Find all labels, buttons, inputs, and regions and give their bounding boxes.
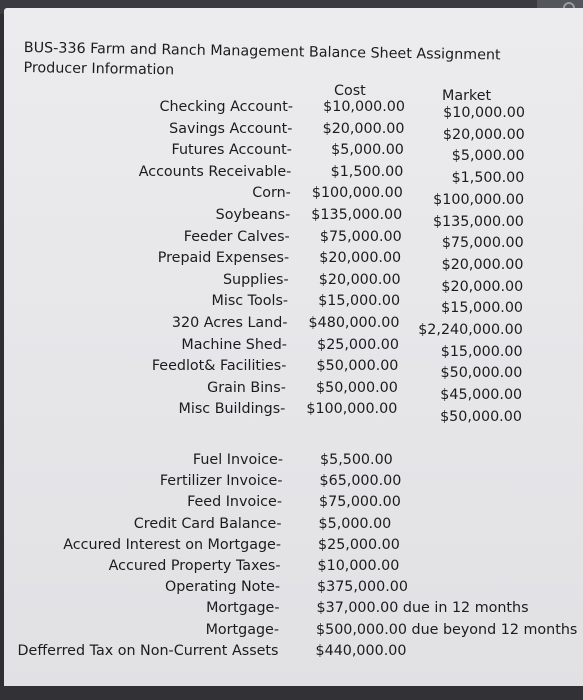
liability-row xyxy=(4,579,583,601)
asset-row xyxy=(4,229,583,251)
asset-row xyxy=(4,401,583,423)
asset-market: $20,000.00 xyxy=(442,126,525,143)
asset-label: Corn- xyxy=(252,185,291,202)
asset-label: Accounts Receivable- xyxy=(138,163,292,180)
asset-cost: $10,000.00 xyxy=(323,99,405,115)
asset-row xyxy=(4,315,583,337)
asset-cost: $480,000.00 xyxy=(308,315,400,331)
asset-cost: $50,000.00 xyxy=(316,379,398,396)
document-sheet xyxy=(4,8,583,688)
asset-label: Misc Tools- xyxy=(211,293,289,310)
asset-label: Misc Buildings- xyxy=(178,401,286,418)
asset-market: $20,000.00 xyxy=(441,256,524,273)
asset-label: Machine Shed- xyxy=(181,336,287,353)
liability-row xyxy=(4,452,583,474)
asset-cost: $135,000.00 xyxy=(311,207,403,223)
asset-cost: $75,000.00 xyxy=(319,228,402,245)
asset-label: Soybeans- xyxy=(215,207,291,223)
asset-market: $15,000.00 xyxy=(441,300,524,317)
liability-label: Mortgage- xyxy=(205,621,279,638)
asset-market: $5,000.00 xyxy=(451,148,525,165)
asset-row xyxy=(4,380,583,402)
liability-label: Fuel Invoice- xyxy=(192,452,283,468)
liability-row xyxy=(4,558,583,580)
asset-cost: $1,500.00 xyxy=(330,163,404,180)
asset-row xyxy=(4,250,583,272)
asset-row xyxy=(4,207,583,229)
liability-label: Credit Card Balance- xyxy=(133,515,282,532)
liability-amount: $375,000.00 xyxy=(317,579,408,596)
asset-cost: $100,000.00 xyxy=(311,185,403,202)
liability-amount: $440,000.00 xyxy=(315,642,407,659)
liability-amount: $5,500.00 xyxy=(320,452,393,468)
liability-row xyxy=(4,494,583,516)
asset-market: $75,000.00 xyxy=(441,235,524,252)
liability-label: Accured Interest on Mortgage- xyxy=(63,536,281,553)
document-subtitle: Producer Information xyxy=(23,59,175,79)
asset-cost: $15,000.00 xyxy=(318,293,401,310)
asset-row xyxy=(4,272,583,294)
liability-row xyxy=(4,643,583,665)
liability-label: Accured Property Taxes- xyxy=(108,558,281,574)
asset-market: $50,000.00 xyxy=(440,408,522,425)
liability-row xyxy=(4,537,583,559)
liability-row xyxy=(4,622,583,644)
liability-amount: $25,000.00 xyxy=(318,536,400,553)
asset-cost: $50,000.00 xyxy=(316,358,399,375)
asset-row xyxy=(4,293,583,315)
liability-row xyxy=(4,473,583,495)
asset-cost: $5,000.00 xyxy=(331,142,404,159)
document-title-block xyxy=(23,38,500,85)
liability-amount: $75,000.00 xyxy=(319,494,401,511)
liability-label: Operating Note- xyxy=(164,579,280,596)
asset-market: $15,000.00 xyxy=(440,343,523,360)
asset-row xyxy=(4,185,583,207)
liability-amount: $10,000.00 xyxy=(317,558,400,574)
asset-market: $2,240,000.00 xyxy=(418,322,523,338)
market-column-header: Market xyxy=(442,88,492,104)
asset-cost: $20,000.00 xyxy=(322,120,405,137)
asset-label: Futures Account- xyxy=(171,142,292,159)
asset-market: $50,000.00 xyxy=(440,365,523,382)
liability-label: Feed Invoice- xyxy=(187,494,282,511)
asset-row xyxy=(4,142,583,164)
liability-label: Mortgage- xyxy=(206,600,280,617)
liability-row xyxy=(4,600,583,622)
asset-label: Grain Bins- xyxy=(207,379,286,396)
asset-cost: $20,000.00 xyxy=(319,250,402,267)
asset-row xyxy=(4,337,583,359)
asset-label: 320 Acres Land- xyxy=(171,315,288,331)
liability-amount: $500,000.00 due beyond 12 months xyxy=(316,621,578,638)
bottom-window-edge xyxy=(0,686,583,700)
asset-row xyxy=(4,121,583,143)
asset-label: Prepaid Expenses- xyxy=(157,250,290,267)
asset-row xyxy=(4,358,583,380)
asset-label: Savings Account- xyxy=(169,120,293,137)
liability-amount: $37,000.00 due in 12 months xyxy=(316,600,529,617)
asset-market: $10,000.00 xyxy=(443,105,525,121)
liability-label: Defferred Tax on Non-Current Assets xyxy=(17,642,279,659)
asset-market: $100,000.00 xyxy=(433,191,525,208)
asset-label: Checking Account- xyxy=(159,99,293,115)
asset-row xyxy=(4,164,583,186)
asset-cost: $25,000.00 xyxy=(317,336,399,353)
asset-cost: $20,000.00 xyxy=(318,271,401,288)
liability-label: Fertilizer Invoice- xyxy=(159,473,283,490)
asset-cost: $100,000.00 xyxy=(306,401,398,418)
asset-market: $135,000.00 xyxy=(432,213,524,230)
document-title: BUS-336 Farm and Ranch Management Balance Sheet Assignment xyxy=(23,39,501,64)
asset-label: Feedlot& Facilities- xyxy=(151,358,287,375)
liability-amount: $65,000.00 xyxy=(319,473,402,490)
liability-row xyxy=(4,516,583,538)
asset-label: Feeder Calves- xyxy=(183,228,290,245)
asset-row xyxy=(4,99,583,121)
liability-amount: $5,000.00 xyxy=(318,515,392,532)
asset-market: $20,000.00 xyxy=(441,278,524,295)
asset-market: $1,500.00 xyxy=(451,170,525,187)
asset-label: Supplies- xyxy=(222,271,289,288)
asset-market: $45,000.00 xyxy=(440,387,523,404)
cost-column-header: Cost xyxy=(334,83,366,99)
